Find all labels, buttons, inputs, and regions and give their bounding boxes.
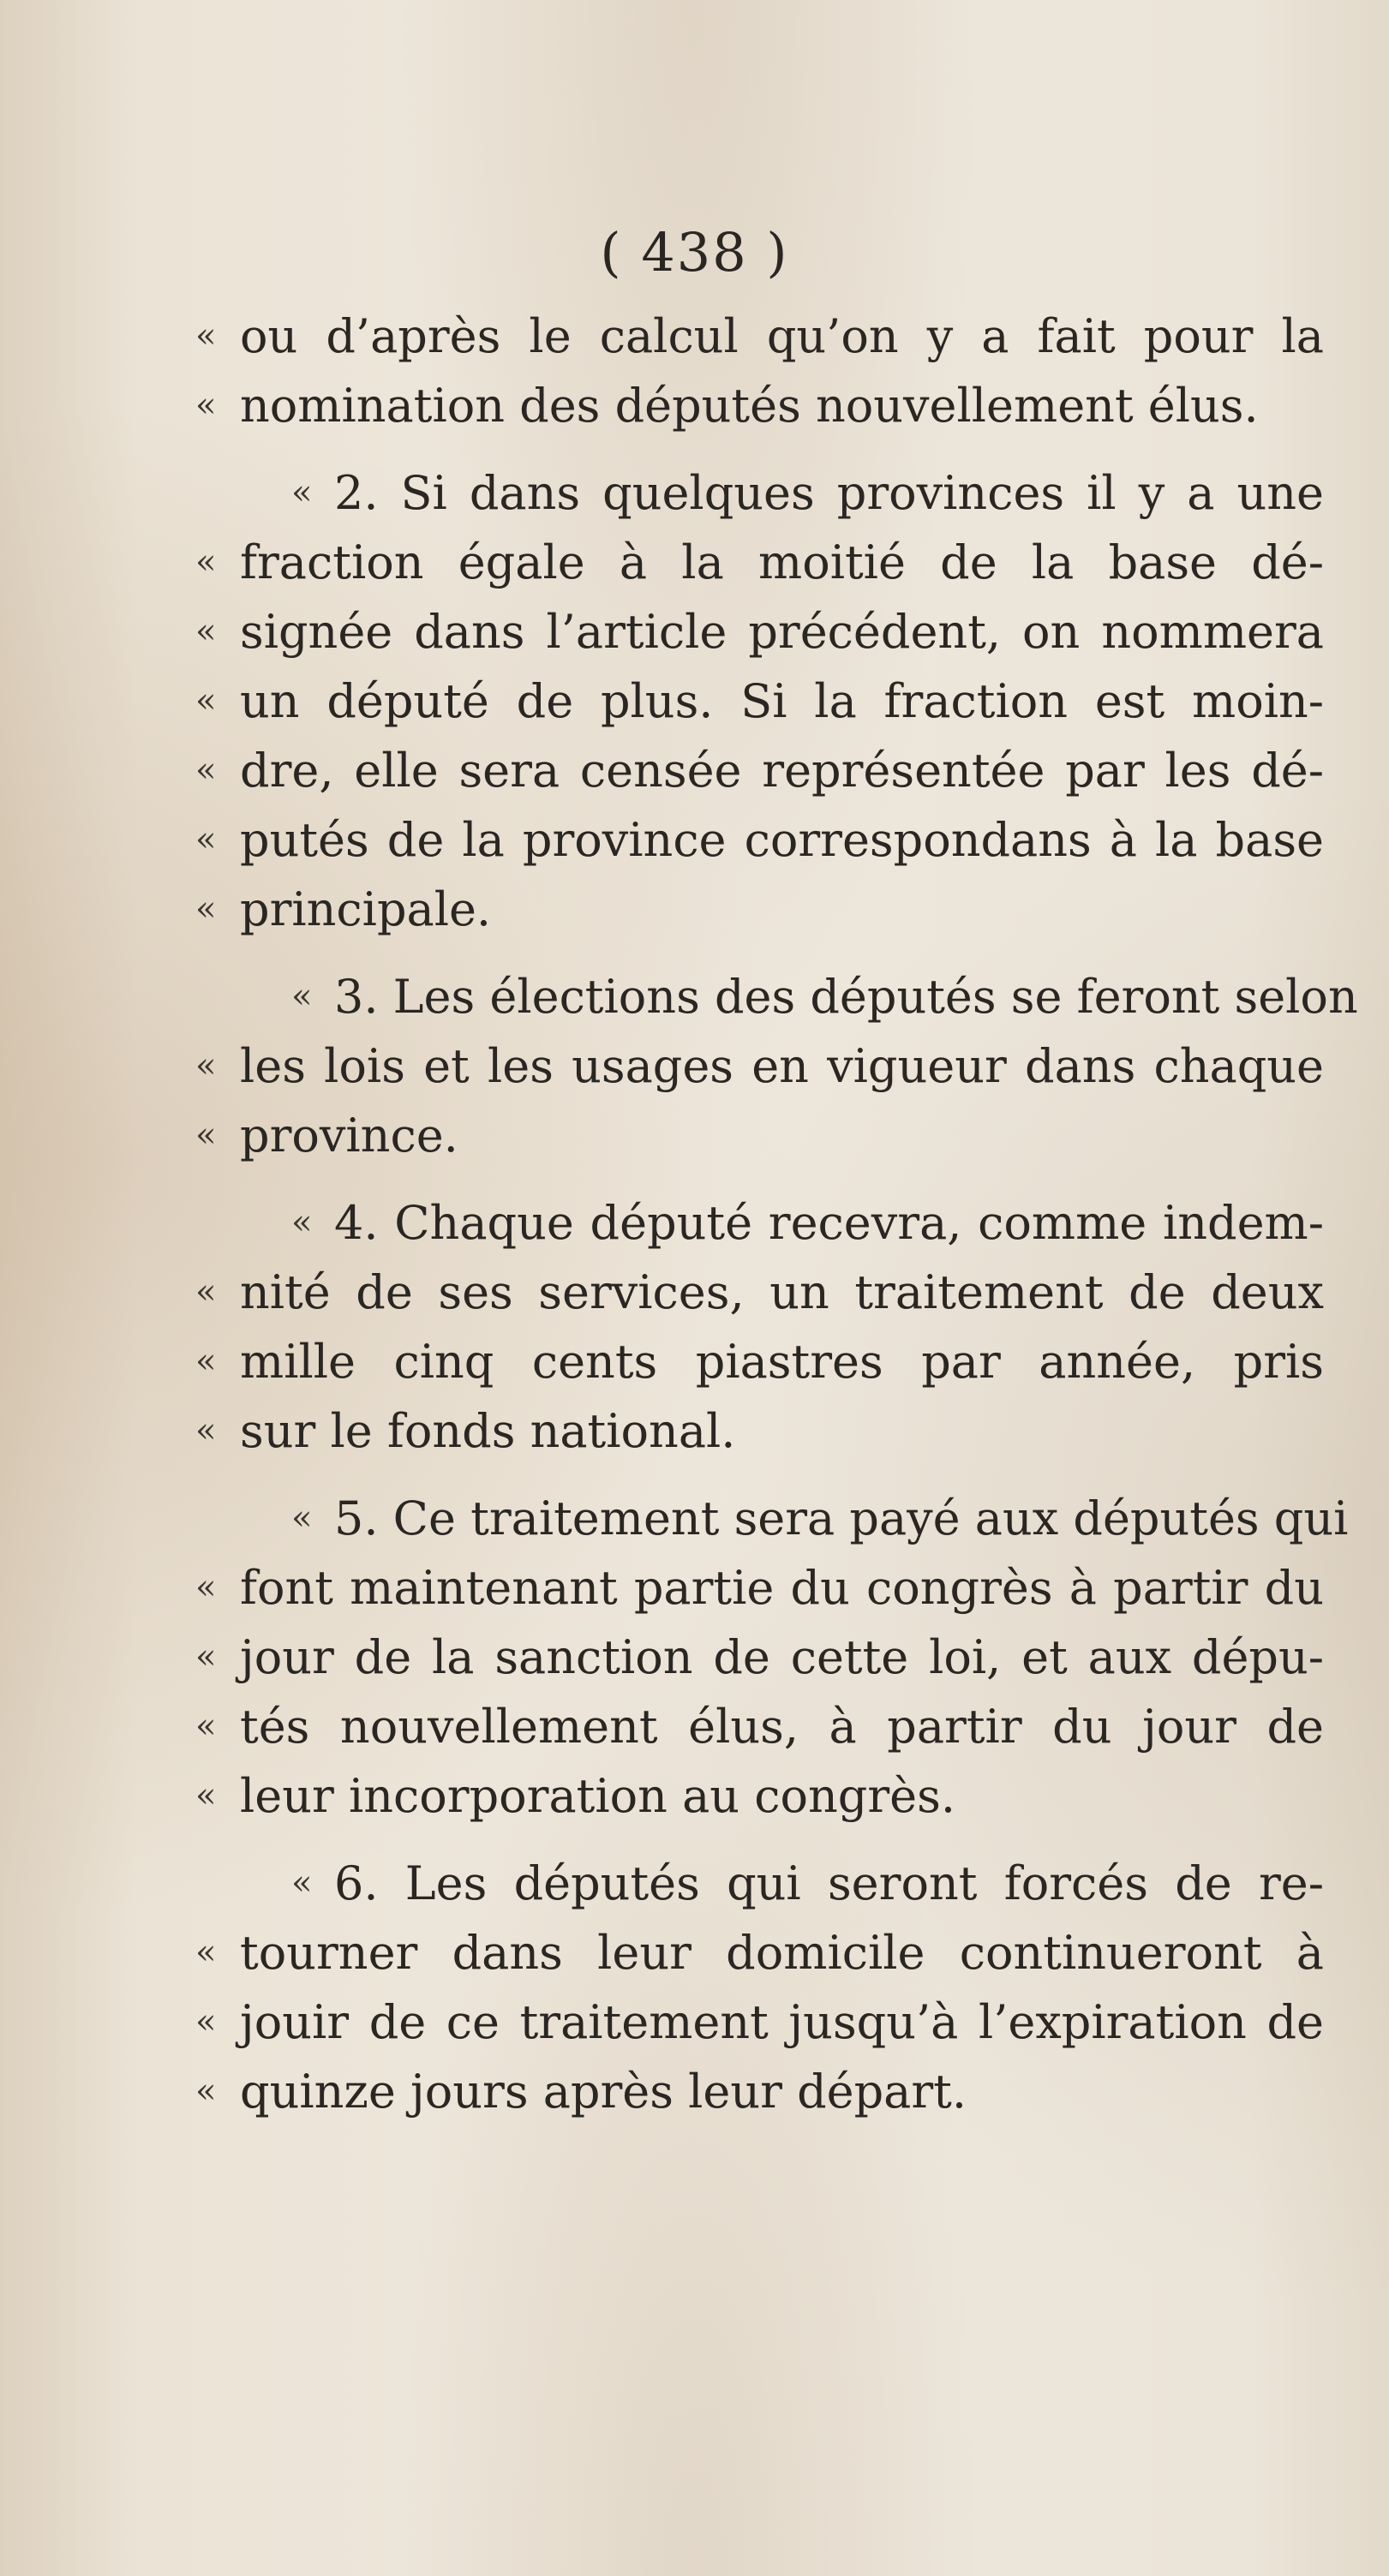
text-line — [240, 1188, 1324, 1258]
quote-mark: « — [195, 1776, 217, 1815]
quote-mark: « — [291, 1203, 313, 1242]
text-line — [195, 1031, 1324, 1101]
line-text: putés de la province correspondans à la base — [240, 813, 1324, 867]
line-text: tourner dans leur domicile continueront à — [240, 1926, 1324, 1980]
paragraph — [195, 962, 1358, 1170]
quote-mark: « — [195, 612, 217, 651]
quote-mark: « — [195, 681, 217, 720]
line-text: nité de ses services, un traitement de deux — [240, 1265, 1324, 1319]
quote-mark: « — [291, 1498, 313, 1538]
text-line — [240, 1849, 1324, 1918]
line-text: font maintenant partie du congrès à partir du — [240, 1561, 1324, 1615]
text-line — [195, 1761, 1324, 1831]
quote-mark: « — [195, 1046, 217, 1085]
text-line — [195, 2057, 1324, 2126]
text-line — [195, 1101, 1324, 1170]
body-text — [195, 302, 1358, 2144]
text-line — [195, 302, 1324, 371]
quote-mark: « — [195, 316, 217, 356]
line-text: mille cinq cents piastres par année, pris — [240, 1335, 1324, 1389]
quote-mark: « — [291, 977, 313, 1016]
paragraph — [195, 1849, 1324, 2126]
paragraph — [195, 1484, 1349, 1831]
line-text: ou d’après le calcul qu’on y a fait pour la — [240, 309, 1324, 363]
text-line — [195, 1918, 1324, 1987]
text-line — [195, 666, 1324, 736]
line-text: sur le fonds national. — [240, 1404, 736, 1458]
text-line — [195, 1396, 1324, 1466]
line-text: un député de plus. Si la fraction est moin- — [240, 674, 1324, 728]
quote-mark: « — [291, 473, 313, 512]
text-line — [195, 1327, 1324, 1396]
line-text: 5. Ce traitement sera payé aux députés qui — [334, 1491, 1349, 1545]
line-text: 6. Les députés qui seront forcés de re- — [334, 1856, 1324, 1910]
quote-mark: « — [195, 889, 217, 929]
line-text: signée dans l’article précédent, on nommera — [240, 605, 1324, 659]
text-line — [195, 371, 1324, 440]
line-text: province. — [240, 1109, 458, 1162]
quote-mark: « — [195, 542, 217, 582]
paragraph — [195, 458, 1324, 944]
line-text: nomination des députés nouvellement élus. — [240, 379, 1259, 433]
line-text: 2. Si dans quelques provinces il y a une — [334, 466, 1324, 520]
quote-mark: « — [291, 1863, 313, 1903]
paragraph — [195, 302, 1324, 440]
line-text: tés nouvellement élus, à partir du jour de — [240, 1700, 1324, 1754]
text-line — [195, 805, 1324, 875]
line-text: 3. Les élections des députés se feront selon — [334, 970, 1358, 1024]
quote-mark: « — [195, 750, 217, 790]
quote-mark: « — [195, 1706, 217, 1746]
page-number: ( 438 ) — [600, 221, 789, 284]
line-text: dre, elle sera censée représentée par les dé- — [240, 744, 1324, 798]
line-text: fraction égale à la moitié de la base dé- — [240, 535, 1324, 589]
line-text: jouir de ce traitement jusqu’à l’expiration de — [240, 1995, 1324, 2049]
quote-mark: « — [195, 1342, 217, 1381]
text-line — [240, 962, 1358, 1031]
line-text: quinze jours après leur départ. — [240, 2065, 967, 2119]
paragraph — [195, 1188, 1324, 1466]
text-line — [195, 597, 1324, 666]
line-text: jour de la sanction de cette loi, et aux dépu- — [240, 1630, 1324, 1684]
quote-mark: « — [195, 1933, 217, 1972]
line-text: les lois et les usages en vigueur dans chaque — [240, 1039, 1324, 1093]
line-text: leur incorporation au congrès. — [240, 1769, 955, 1823]
text-line — [195, 736, 1324, 805]
text-line — [195, 1692, 1324, 1761]
quote-mark: « — [195, 1272, 217, 1312]
text-line — [195, 1987, 1324, 2057]
quote-mark: « — [195, 2002, 217, 2041]
line-text: principale. — [240, 882, 492, 936]
quote-mark: « — [195, 2071, 217, 2111]
text-line — [195, 1623, 1324, 1692]
quote-mark: « — [195, 1411, 217, 1450]
quote-mark: « — [195, 1568, 217, 1607]
text-line — [195, 1553, 1324, 1623]
text-line — [240, 458, 1324, 528]
line-text: 4. Chaque député recevra, comme indem- — [334, 1196, 1324, 1250]
text-line — [195, 528, 1324, 597]
quote-mark: « — [195, 386, 217, 425]
text-line — [195, 875, 1324, 944]
quote-mark: « — [195, 820, 217, 859]
quote-mark: « — [195, 1637, 217, 1676]
text-line — [195, 1258, 1324, 1327]
quote-mark: « — [195, 1115, 217, 1155]
text-line — [240, 1484, 1349, 1553]
